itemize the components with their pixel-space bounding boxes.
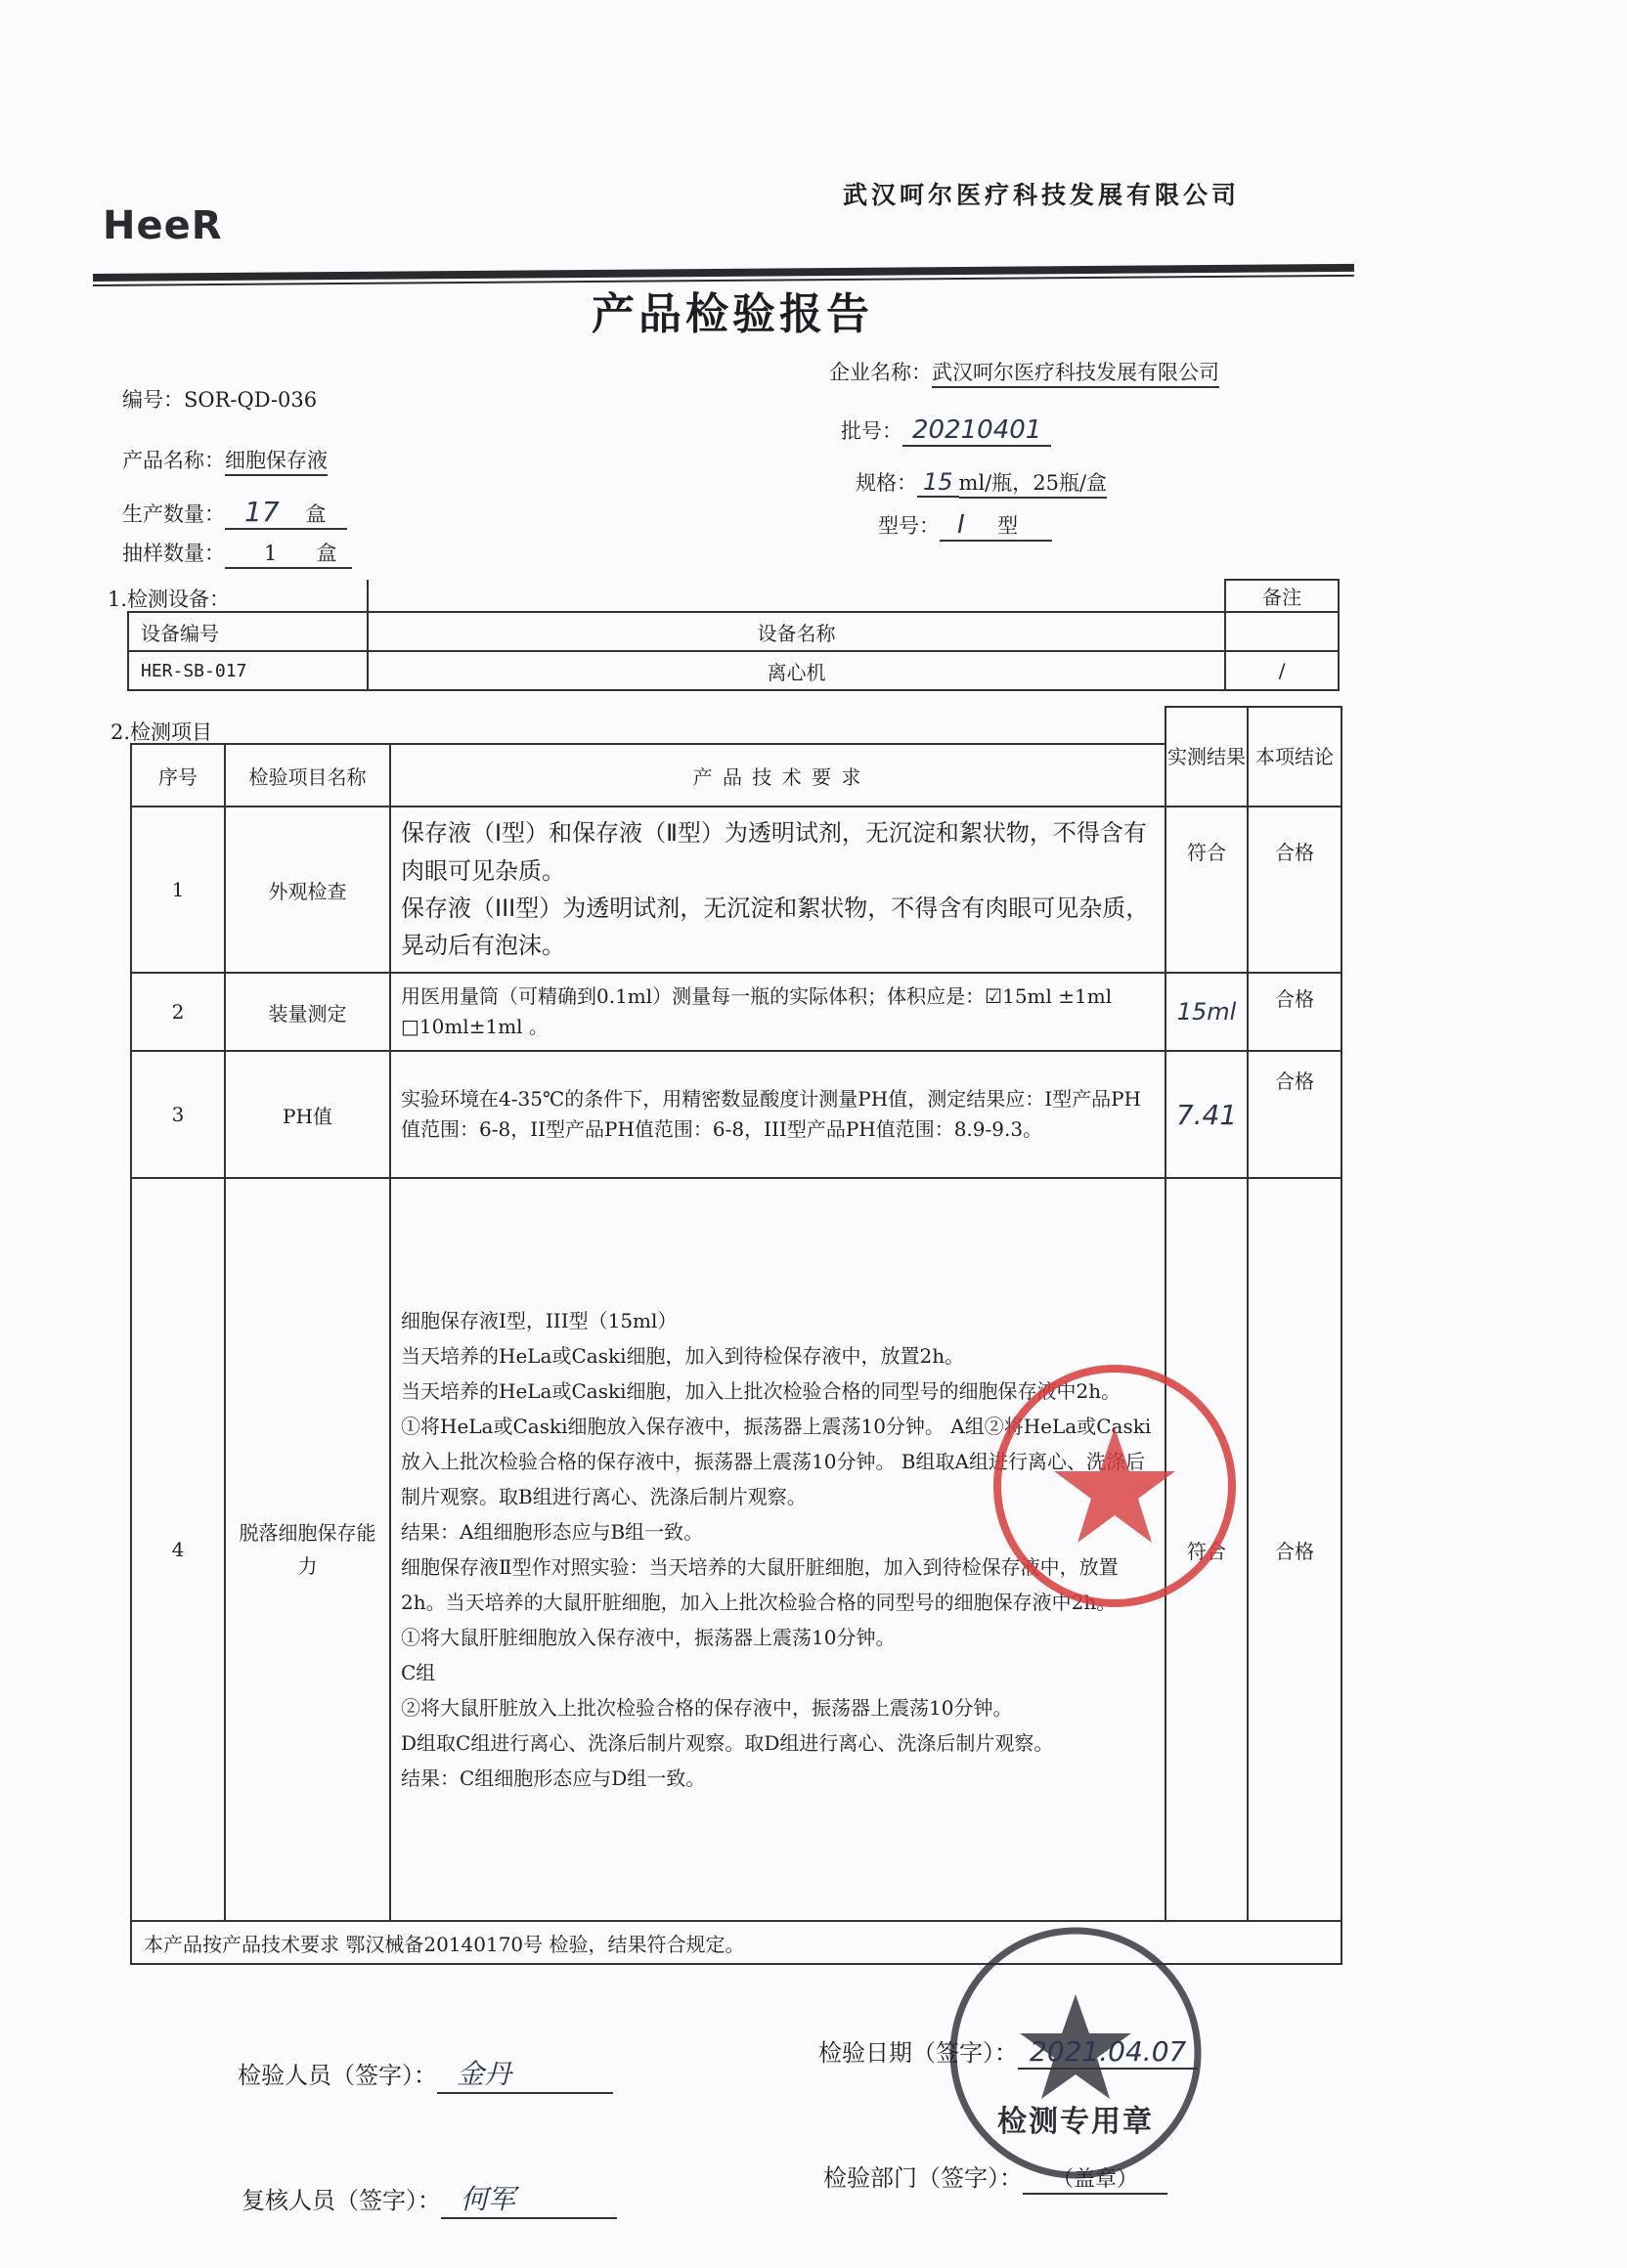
col-name: 检验项目名称 xyxy=(225,744,390,807)
inspection-date: 检验日期（签字）： 2021.04.07 xyxy=(818,2033,1198,2070)
product-name: 产品名称：细胞保存液 xyxy=(122,445,328,476)
col-seq: 序号 xyxy=(131,744,225,807)
table-row: 2 装量测定 用医用量筒（可精确到0.1ml）测量每一瓶的实际体积；体积应是：☑15ml ±1ml □10ml±1ml 。 15ml 合格 xyxy=(131,973,1341,1051)
reviewer-signature: 复核人员（签字）： 何军 xyxy=(242,2178,617,2219)
enterprise-name: 企业名称：武汉呵尔医疗科技发展有限公司 xyxy=(829,357,1219,388)
production-quantity: 生产数量： 17 盒 xyxy=(122,496,347,530)
sample-quantity: 抽样数量： 1 盒 xyxy=(122,538,352,569)
doc-number: 编号：SOR-QD-036 xyxy=(122,388,318,412)
col-conclusion: 本项结论 xyxy=(1248,707,1341,807)
inspector-signature: 检验人员（签字）： 金丹 xyxy=(238,2053,613,2094)
eq-col-note: 备注 xyxy=(1225,580,1339,612)
table-row: HER-SB-017 离心机 / xyxy=(128,651,1339,690)
col-result: 实测结果 xyxy=(1165,707,1248,807)
eq-col-no: 设备编号 xyxy=(128,612,368,651)
inspection-department: 检验部门（签字）： （盖章） xyxy=(823,2159,1167,2195)
table-row: 1 外观检查 保存液（Ⅰ型）和保存液（Ⅱ型）为透明试剂，无沉淀和絮状物，不得含有肉眼可见杂质。 保存液（III型）为透明试剂，无沉淀和絮状物，不得含有肉眼可见杂质，晃动后有泡沫。 符合 合格 xyxy=(131,807,1341,973)
col-requirement: 产 品 技 术 要 求 xyxy=(390,744,1165,807)
footnote-row: 本产品按产品技术要求 鄂汉械备20140170号 检验，结果符合规定。 xyxy=(131,1921,1341,1964)
inspection-seal-text: 检测专用章 xyxy=(997,2105,1154,2139)
model: 型号： I 型 xyxy=(878,510,1052,542)
equipment-section-title: 1.检测设备： xyxy=(108,588,231,611)
equipment-table xyxy=(127,579,1340,691)
batch-number: 批号： 20210401 xyxy=(841,415,1051,447)
inspection-table xyxy=(130,706,1342,1965)
company-header: 武汉呵尔医疗科技发展有限公司 xyxy=(843,181,1241,209)
eq-col-name: 设备名称 xyxy=(368,612,1225,651)
table-row: 3 PH值 实验环境在4-35℃的条件下，用精密数显酸度计测量PH值，测定结果应：I型产品PH值范围：6-8，II型产品PH值范围：6-8，III型产品PH值范围：8.9-9.3。 7.41 合格 xyxy=(131,1051,1341,1178)
items-section-title: 2.检测项目 xyxy=(110,720,213,744)
company-seal-graphic xyxy=(988,1359,1242,1613)
report-title: 产品检验报告 xyxy=(592,289,873,339)
company-seal xyxy=(988,1359,1242,1613)
spec: 规格： 15 ml/瓶，25瓶/盒 xyxy=(856,467,1107,499)
logo: HeeR xyxy=(103,203,223,248)
table-row: 4 脱落细胞保存能力 细胞保存液Ⅰ型，III型（15ml） 当天培养的HeLa或Caski细胞，加入到待检保存液中，放置2h。 当天培养的HeLa或Caski细胞，加入上批次检验合格的同型号的细胞保存液中2h。 ①将HeLa或Caski细胞放入保存液中，振荡器上震荡10分钟。 A组②将HeLa或Caski放入上批次检验合格的保存液中，振荡器上震荡10分钟。 B组取A组进行离心、洗涤后制片观察。取B组进行离心、洗涤后制片观察。 结果：A组细胞形态应与B组一致。 细胞保存液Ⅱ型作对照实验：当天培养的大鼠肝脏细胞，加入到待检保存液中，放置2h。当天培养的大鼠肝脏细胞，加入上批次检验合格的同型号的细胞保存液中2h。 ①将大鼠肝脏细胞放入保存液中，振荡器上震荡10分钟。 C组 ②将大鼠肝脏放入上批次检验合格的保存液中，振荡器上震荡10分钟。 D组取C组进行离心、洗涤后制片观察。取D组进行离心、洗涤后制片观察。 结果：C组细胞形态应与D组一致。 符合 合格 xyxy=(131,1178,1341,1921)
